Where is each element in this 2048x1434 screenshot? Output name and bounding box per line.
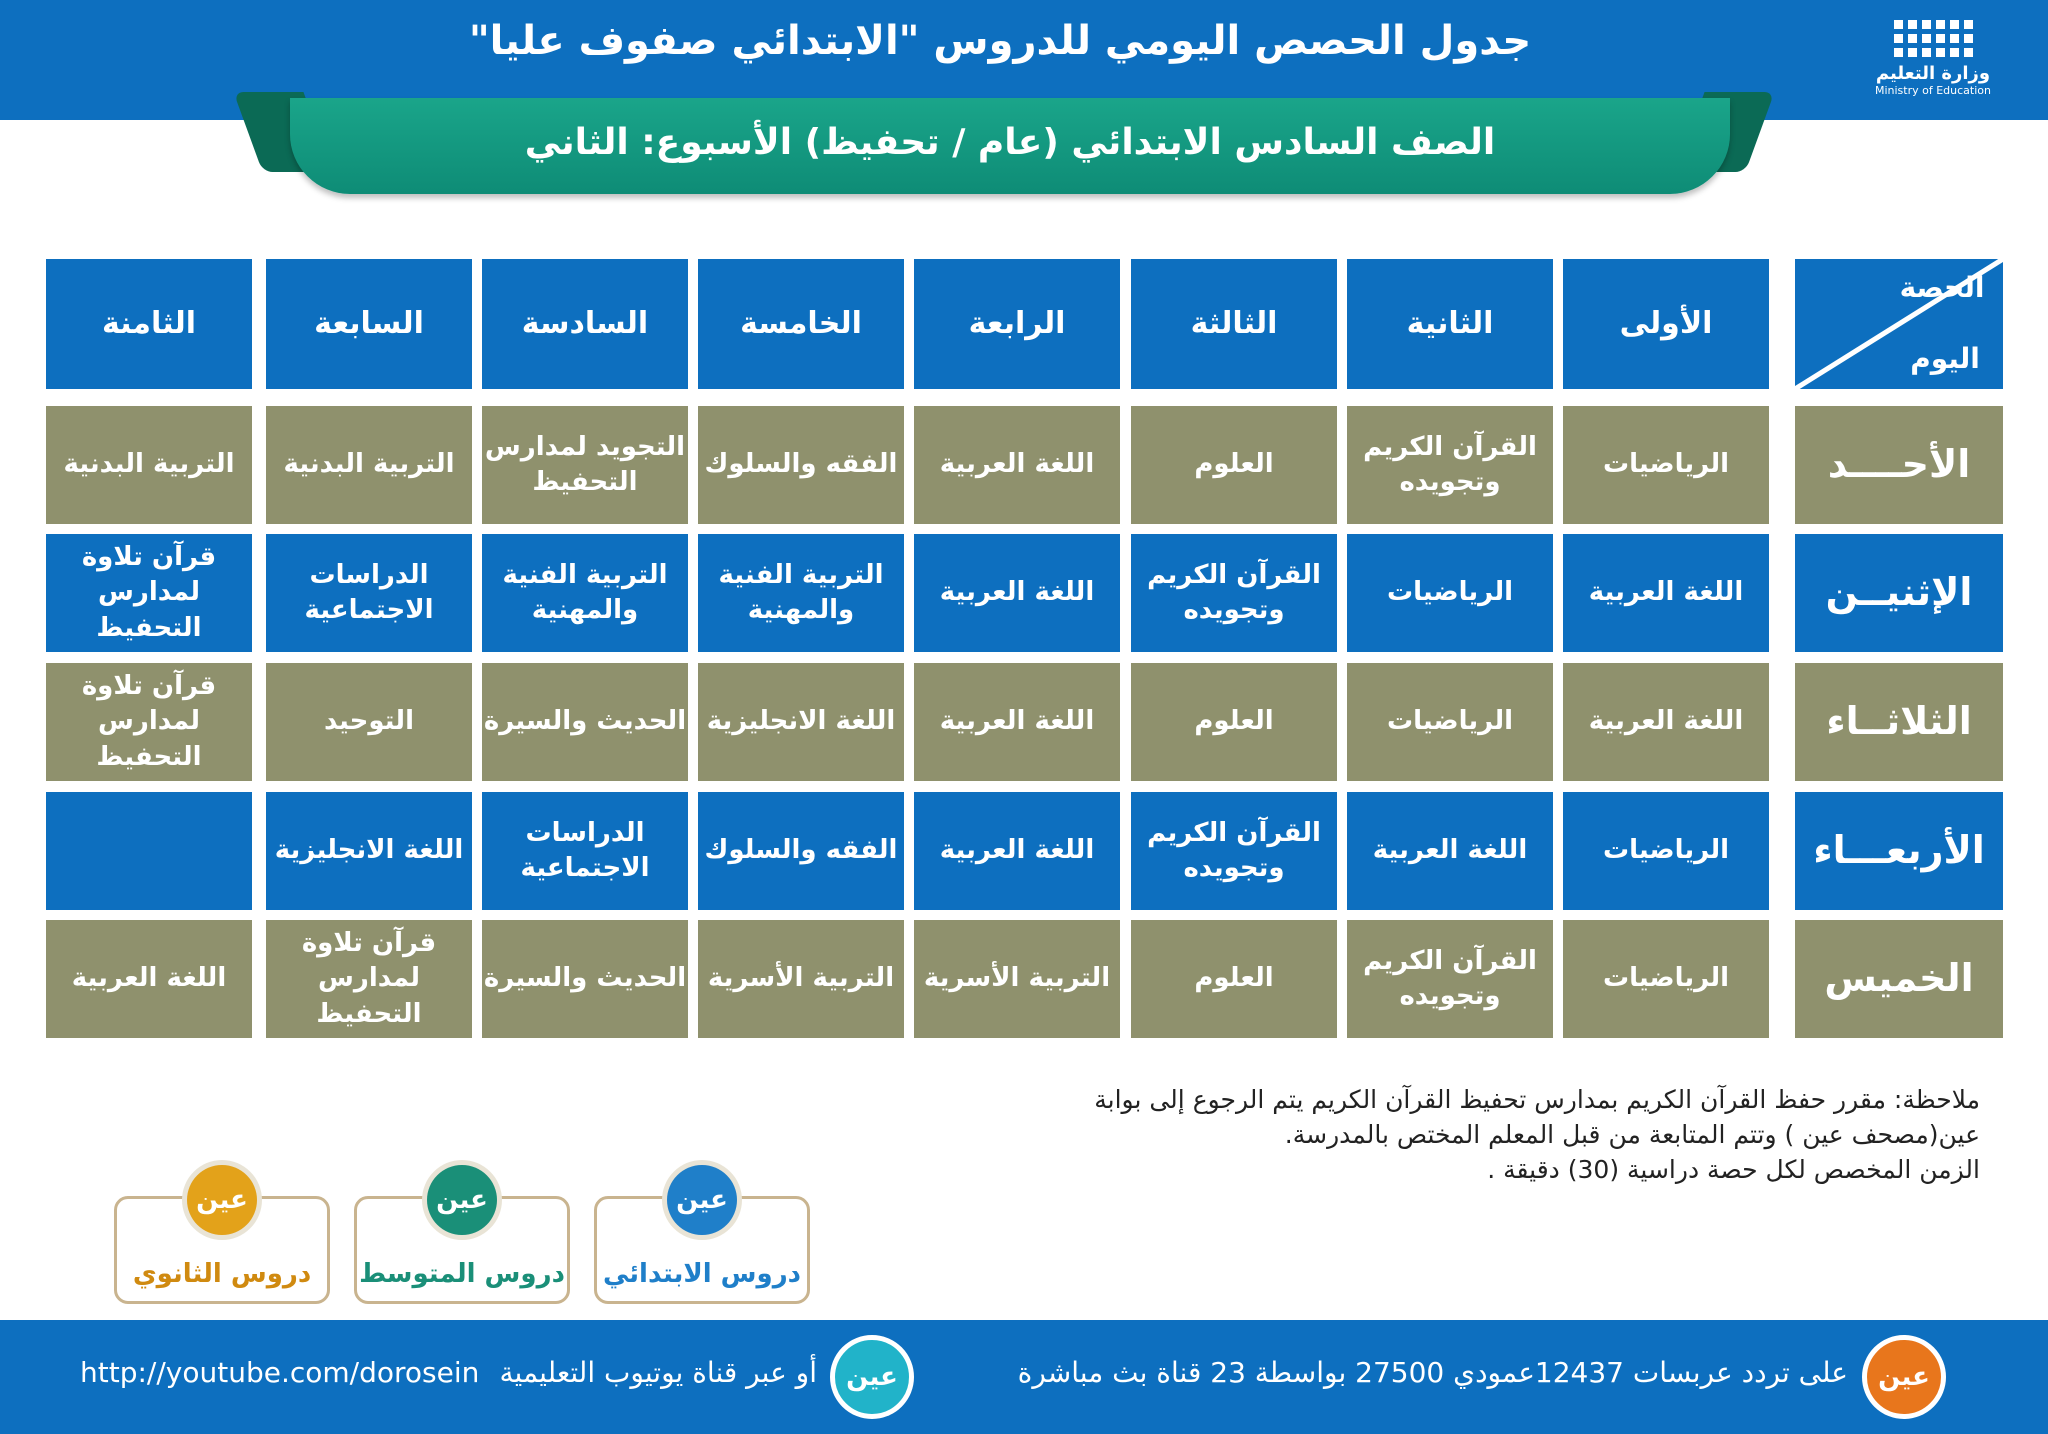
period-header: الخامسة xyxy=(698,259,904,389)
schedule-cell: الرياضيات xyxy=(1347,534,1553,652)
satellite-info: على تردد عربسات 12437عمودي 27500 بواسطة 23 قناة بث مباشرة xyxy=(1017,1356,1848,1389)
day-label: الخميس xyxy=(1795,920,2003,1038)
schedule-cell: الحديث والسيرة xyxy=(482,920,688,1038)
schedule-cell: الرياضيات xyxy=(1347,663,1553,781)
schedule-cell: العلوم xyxy=(1131,920,1337,1038)
badge-secondary[interactable] xyxy=(114,1185,330,1304)
schedule-cell: اللغة العربية xyxy=(914,406,1120,524)
schedule-cell: القرآن الكريم وتجويده xyxy=(1131,792,1337,910)
schedule-cell: قرآن تلاوة لمدارس التحفيظ xyxy=(46,663,252,781)
ministry-name-ar: وزارة التعليم xyxy=(1875,63,1991,84)
youtube-text: أو عبر قناة يوتيوب التعليمية xyxy=(499,1356,817,1389)
schedule-cell: القرآن الكريم وتجويده xyxy=(1347,920,1553,1038)
ein-logo-icon: عين xyxy=(427,1165,497,1235)
corner-period-label: الحصة xyxy=(1899,271,1985,304)
schedule-cell: التربية الأسرية xyxy=(914,920,1120,1038)
schedule-cell: الدراسات الاجتماعية xyxy=(482,792,688,910)
schedule-cell: اللغة الانجليزية xyxy=(266,792,472,910)
schedule-cell: التربية البدنية xyxy=(266,406,472,524)
note-line-2: عين(مصحف عين ) وتتم المتابعة من قبل المعلم المختص بالمدرسة. xyxy=(1284,1120,1980,1149)
schedule-cell: الرياضيات xyxy=(1563,920,1769,1038)
period-header: الثالثة xyxy=(1131,259,1337,389)
period-header: الثانية xyxy=(1347,259,1553,389)
notes xyxy=(950,1082,1980,1187)
period-header: الثامنة xyxy=(46,259,252,389)
ein-logo-icon: عين xyxy=(187,1165,257,1235)
schedule-cell: التوحيد xyxy=(266,663,472,781)
page-subtitle: الصف السادس الابتدائي (عام / تحفيظ) الأسبوع: الثاني xyxy=(524,122,1496,163)
note-line-1: ملاحظة: مقرر حفظ القرآن الكريم بمدارس تحفيظ القرآن الكريم يتم الرجوع إلى بوابة xyxy=(1094,1085,1980,1114)
schedule-cell: التربية الأسرية xyxy=(698,920,904,1038)
schedule-cell: التربية الفنية والمهنية xyxy=(698,534,904,652)
schedule-cell: الرياضيات xyxy=(1563,406,1769,524)
table-corner-cell xyxy=(1795,259,2003,389)
day-label: الأربعـــاء xyxy=(1795,792,2003,910)
note-line-3: الزمن المخصص لكل حصة دراسية (30) دقيقة . xyxy=(1487,1155,1980,1184)
schedule-cell: القرآن الكريم وتجويده xyxy=(1131,534,1337,652)
schedule-cell: اللغة العربية xyxy=(1563,663,1769,781)
period-header: السادسة xyxy=(482,259,688,389)
badge-primary[interactable] xyxy=(594,1185,810,1304)
schedule-cell: التربية الفنية والمهنية xyxy=(482,534,688,652)
schedule-cell: الفقه والسلوك xyxy=(698,406,904,524)
schedule-cell: قرآن تلاوة لمدارس التحفيظ xyxy=(266,920,472,1038)
schedule-cell: الحديث والسيرة xyxy=(482,663,688,781)
schedule-cell: اللغة الانجليزية xyxy=(698,663,904,781)
schedule-cell: اللغة العربية xyxy=(914,534,1120,652)
schedule-cell: قرآن تلاوة لمدارس التحفيظ xyxy=(46,534,252,652)
satellite-ein-logo-icon: عين xyxy=(1862,1335,1946,1419)
ministry-logo xyxy=(1868,20,1998,110)
day-label: الثلاثــاء xyxy=(1795,663,2003,781)
schedule-cell: العلوم xyxy=(1131,406,1337,524)
schedule-cell: اللغة العربية xyxy=(1563,534,1769,652)
schedule-cell: العلوم xyxy=(1131,663,1337,781)
ministry-logo-icon xyxy=(1868,20,1998,57)
schedule-cell: اللغة العربية xyxy=(914,663,1120,781)
page-title: جدول الحصص اليومي للدروس "الابتدائي صفوف عليا" xyxy=(468,18,1532,64)
corner-day-label: اليوم xyxy=(1910,342,1980,375)
youtube-ein-logo-icon: عين xyxy=(830,1335,914,1419)
schedule-cell: الفقه والسلوك xyxy=(698,792,904,910)
day-label: الإثنيــن xyxy=(1795,534,2003,652)
day-label: الأحــــد xyxy=(1795,406,2003,524)
schedule-cell: التجويد لمدارس التحفيظ xyxy=(482,406,688,524)
badge-label: دروس الابتدائي xyxy=(602,1259,802,1289)
schedule-cell: الرياضيات xyxy=(1563,792,1769,910)
schedule-cell xyxy=(46,792,252,910)
ein-logo-icon: عين xyxy=(667,1165,737,1235)
schedule-cell: اللغة العربية xyxy=(1347,792,1553,910)
schedule-cell: اللغة العربية xyxy=(914,792,1120,910)
period-header: الرابعة xyxy=(914,259,1120,389)
ministry-name-en: Ministry of Education xyxy=(1874,84,1991,97)
schedule-cell: القرآن الكريم وتجويده xyxy=(1347,406,1553,524)
schedule-cell: الدراسات الاجتماعية xyxy=(266,534,472,652)
badge-label: دروس الثانوي xyxy=(132,1259,312,1289)
period-header: الأولى xyxy=(1563,259,1769,389)
youtube-link[interactable]: http://youtube.com/dorosein xyxy=(80,1356,480,1389)
schedule-cell: التربية البدنية xyxy=(46,406,252,524)
badge-intermediate[interactable] xyxy=(354,1185,570,1304)
period-header: السابعة xyxy=(266,259,472,389)
badge-label: دروس المتوسط xyxy=(359,1259,565,1289)
schedule-cell: اللغة العربية xyxy=(46,920,252,1038)
